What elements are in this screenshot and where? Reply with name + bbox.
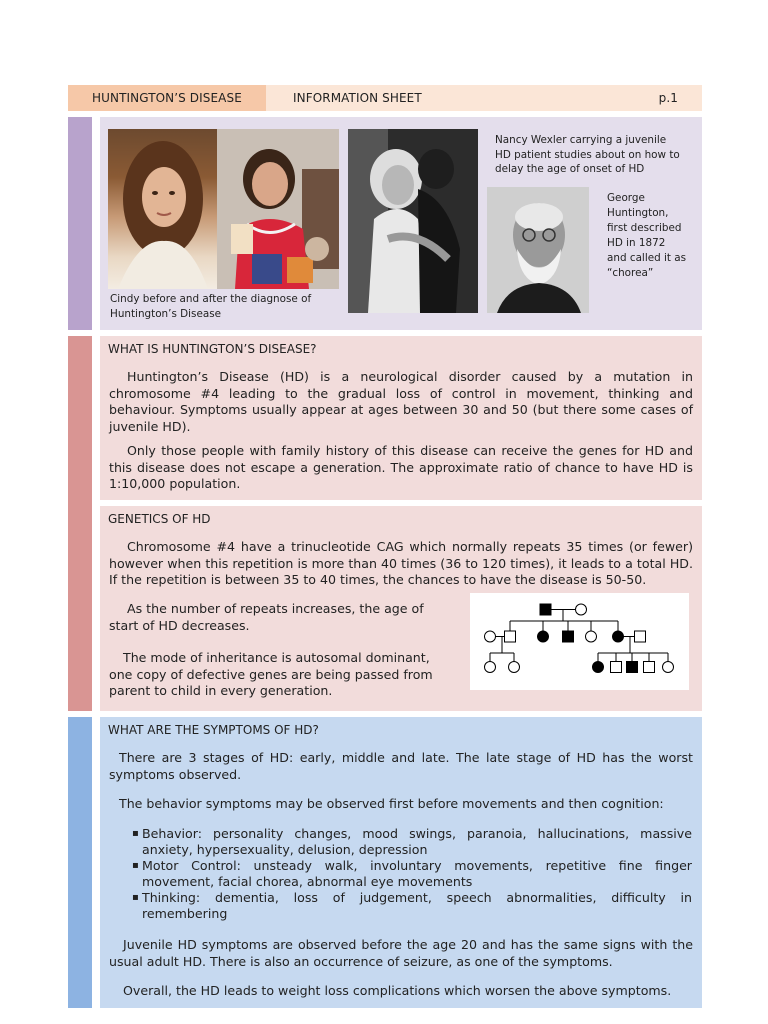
symptoms-paragraph-4 (109, 983, 693, 1000)
cindy-caption: Cindy before and after the diagnose of Huntington’s Disease (110, 293, 312, 320)
symptoms-text-4: Overall, the HD leads to weight loss complications which worsen the above symptoms. (123, 983, 672, 998)
nancy-wexler-photo (348, 129, 478, 313)
symptoms-text-1: There are 3 stages of HD: early, middle and late. The late stage of HD has the worst symptoms observed. (109, 750, 693, 782)
photo-section-bar (68, 117, 92, 330)
gen3-affected-male (627, 662, 638, 673)
header-title-box (68, 85, 266, 111)
what-is-title: WHAT IS HUNTINGTON’S DISEASE? (108, 342, 317, 356)
gen2-affected-male (563, 631, 574, 642)
header-info-box (266, 85, 702, 111)
gen3-female-1 (485, 662, 496, 673)
george-huntington-photo (487, 187, 589, 313)
gen3-female-2 (509, 662, 520, 673)
george-caption: George Huntington, first described HD in 1872 and called it as “chorea” (607, 192, 687, 279)
symptoms-list (132, 826, 692, 922)
symptoms-panel (100, 717, 702, 1008)
genetics-text-2: As the number of repeats increases, the age of start of HD decreases. (109, 601, 424, 633)
what-is-paragraph-1: Huntington’s Disease (HD) is a neurological disorder caused by a mutation in chromosome #4 leading to the gradual loss of control in movement, thinking and behaviour. Symptoms usually appear at ages between 30 and 50 (but there some cases of juvenile HD). (109, 369, 693, 434)
genetics-paragraph-1 (109, 539, 693, 589)
gen3-male-2 (644, 662, 655, 673)
genetics-text-3: The mode of inheritance is autosomal dominant, one copy of defective genes are being passed from parent to child in every generation. (109, 650, 433, 698)
blue-section-bar (68, 717, 92, 1008)
what-is-text (109, 369, 693, 493)
cindy-before-photo (108, 129, 217, 289)
what-is-paragraph-2: Only those people with family history of this disease can receive the genes for HD and this disease does not escape a generation. The approximate ratio of chance to have HD is 1:10,000 population. (109, 443, 693, 491)
photo-section-panel (100, 117, 702, 330)
gen2-affected-female-2 (613, 631, 624, 642)
gen2-spouse-female (485, 631, 496, 642)
nancy-caption: Nancy Wexler carrying a juvenile HD patient studies about on how to delay the age of onset of HD (495, 134, 680, 175)
symptom-motor: ▪ Motor Control: unsteady walk, involuntary movements, repetitive fine finger movement, facial chorea, abnormal eye movements (132, 858, 692, 890)
pedigree-chart (470, 593, 689, 690)
gen2-female (586, 631, 597, 642)
genetics-panel (100, 506, 702, 711)
cindy-after-photo (217, 129, 339, 289)
symptoms-text-3: Juvenile HD symptoms are observed before the age 20 and has the same signs with the usual adult HD. There is also an occurrence of seizure, as one of the symptoms. (109, 937, 693, 969)
what-is-panel (100, 336, 702, 500)
gen2-male (505, 631, 516, 642)
genetics-paragraph-2 (109, 601, 454, 700)
gen1-female (576, 604, 587, 615)
symptoms-paragraph-3 (109, 937, 693, 970)
gen3-female-3 (663, 662, 674, 673)
header-title: HUNTINGTON’S DISEASE (92, 91, 242, 105)
gen3-male-1 (611, 662, 622, 673)
symptoms-text-2: The behavior symptoms may be observed first before movements and then cognition: (119, 796, 664, 811)
symptom-thinking: ▪ Thinking: dementia, loss of judgement, speech abnormalities, difficulty in remembering (132, 890, 692, 922)
page-number: p.1 (658, 91, 678, 105)
symptom-behavior: ▪ Behavior: personality changes, mood swings, paranoia, hallucinations, massive anxiety, hypersexuality, delusion, depression (132, 826, 692, 858)
symptoms-paragraph-2 (109, 796, 693, 813)
pedigree-svg (470, 593, 689, 690)
genetics-title: GENETICS OF HD (108, 512, 211, 526)
genetics-text-1: Chromosome #4 have a trinucleotide CAG which normally repeats 35 times (or fewer) however when this repetition is more than 40 times (36 to 120 times), it leads to a total HD. If the repetition is between 35 to 40 times, the chances to have the disease is 50-50. (109, 539, 693, 587)
gen1-affected-male (540, 604, 551, 615)
symptoms-paragraph-1 (109, 750, 693, 783)
red-section-bar (68, 336, 92, 711)
gen2-spouse-male (635, 631, 646, 642)
gen3-affected-female (593, 662, 604, 673)
header-subtitle: INFORMATION SHEET (293, 91, 422, 105)
symptoms-title: WHAT ARE THE SYMPTOMS OF HD? (108, 723, 319, 737)
gen2-affected-female (538, 631, 549, 642)
